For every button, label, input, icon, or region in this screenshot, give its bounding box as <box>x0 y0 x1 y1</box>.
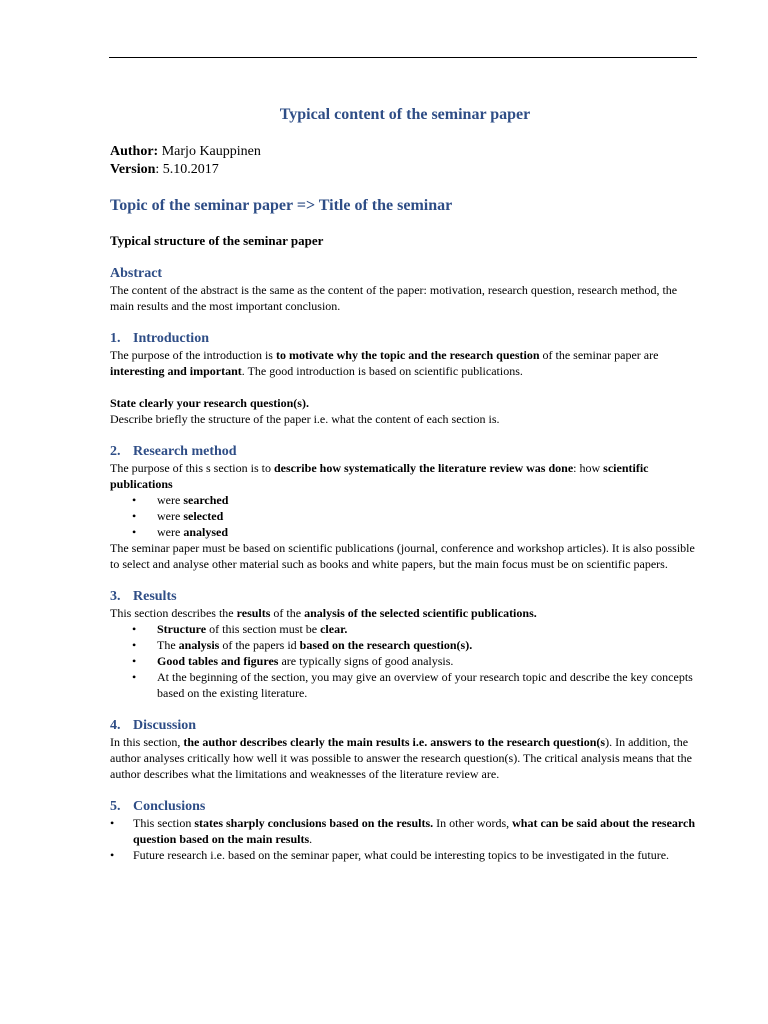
bold-run: selected <box>183 509 224 523</box>
bold-run: Structure <box>157 622 207 636</box>
results-paragraph <box>110 605 700 621</box>
bullet-icon: • <box>110 848 115 862</box>
bold-run: what can be said about the research question based on the main results <box>133 816 696 846</box>
research-method-paragraph <box>110 460 700 492</box>
abstract-text: The content of the abstract is the same as the content of the paper: motivation, research question, research method, the main results and the most important conclusion. <box>110 283 678 313</box>
author-line <box>110 143 700 161</box>
section-number: 5. <box>110 799 121 814</box>
bullet-icon: • <box>132 509 137 523</box>
bold-run: interesting and important <box>110 364 242 378</box>
results-section <box>110 589 700 701</box>
bullet-icon: • <box>132 638 137 652</box>
author-label: Author: <box>110 144 159 159</box>
research-method-note: The seminar paper must be based on scientific publications (journal, conference and workshop articles). It is also possible to select and analyse other material such as books and white papers, but the main focus must be on scientific papers. <box>110 541 695 571</box>
bullet-icon: • <box>132 670 137 684</box>
introduction-paragraph <box>110 347 700 379</box>
section-title: Discussion <box>133 718 197 733</box>
text-run: were <box>157 525 184 539</box>
section-number: 3. <box>110 589 121 604</box>
list-item <box>110 637 700 653</box>
text-run: The purpose of this s section is to <box>110 461 274 475</box>
bold-run: based on the research question(s). <box>299 638 473 652</box>
conclusions-list <box>110 815 700 863</box>
research-method-section <box>110 444 700 572</box>
bold-run: Good tables and figures <box>157 654 279 668</box>
bold-run: clear. <box>320 622 348 636</box>
bullet-icon: • <box>132 654 137 668</box>
version-label: Version <box>110 162 156 177</box>
list-item <box>110 653 700 669</box>
abstract-section <box>110 266 700 314</box>
version-value: : 5.10.2017 <box>155 162 219 177</box>
list-item <box>110 621 700 637</box>
section-title: Conclusions <box>133 799 206 814</box>
list-item <box>110 508 700 524</box>
bullet-icon: • <box>132 493 137 507</box>
section-title: Results <box>133 589 177 604</box>
text-run: The purpose of the introduction is <box>110 348 276 362</box>
bold-run: states sharply conclusions based on the results. <box>194 816 434 830</box>
text-run: ). In addition, the author analyses critically how well it was possible to answer the research question(s). The critical analysis means that the author describes what the limitations and weaknesses of the literature review are. <box>110 735 692 781</box>
section-number: 2. <box>110 444 121 459</box>
list-item <box>110 492 700 508</box>
version-line <box>110 161 700 179</box>
author-value: Marjo Kauppinen <box>158 144 261 159</box>
bold-run: results <box>236 606 271 620</box>
research-method-heading <box>110 444 700 460</box>
document-body <box>110 106 700 863</box>
section-number: 1. <box>110 331 121 346</box>
conclusions-section <box>110 799 700 863</box>
text-run: of this section must be <box>206 622 321 636</box>
text-run: were <box>157 509 184 523</box>
bold-run: describe how systematically the literature review was done <box>273 461 574 475</box>
text-run: This section <box>133 816 195 830</box>
text-run: At the beginning of the section, you may give an overview of your research topic and describe the key concepts based on the existing literature. <box>157 670 693 700</box>
text-run: This section describes the <box>110 606 237 620</box>
bold-run: searched <box>183 493 229 507</box>
text-run: of the seminar paper are <box>539 348 659 362</box>
list-item <box>110 815 700 847</box>
bold-run: analysed <box>183 525 229 539</box>
results-heading <box>110 589 700 605</box>
discussion-paragraph <box>110 734 700 782</box>
section-title: Introduction <box>133 331 209 346</box>
text-run: . The good introduction is based on scientific publications. <box>241 364 523 378</box>
document-title: Typical content of the seminar paper <box>279 106 531 123</box>
bullet-icon: • <box>132 525 137 539</box>
bold-run: analysis <box>178 638 220 652</box>
bold-run: to motivate why the topic and the research question <box>275 348 540 362</box>
abstract-heading: Abstract <box>110 266 163 281</box>
search-steps-list <box>110 492 700 540</box>
text-run: are typically signs of good analysis. <box>278 654 454 668</box>
text-run: were <box>157 493 184 507</box>
section-number: 4. <box>110 718 121 733</box>
introduction-heading <box>110 331 700 347</box>
text-run: : how <box>573 461 604 475</box>
text-run: In other words, <box>433 816 513 830</box>
text-run: The <box>157 638 179 652</box>
header-rule <box>109 57 697 58</box>
discussion-heading <box>110 718 700 734</box>
bold-run: analysis of the selected scientific publications. <box>304 606 537 620</box>
structure-heading: Typical structure of the seminar paper <box>110 233 324 248</box>
list-item <box>110 847 700 863</box>
conclusions-heading <box>110 799 700 815</box>
discussion-section <box>110 718 700 782</box>
bullet-icon: • <box>132 622 137 636</box>
introduction-section <box>110 331 700 427</box>
list-item <box>110 524 700 540</box>
list-item <box>110 669 700 701</box>
research-question-note: State clearly your research question(s). <box>110 396 309 410</box>
text-run: In this section, <box>110 735 184 749</box>
topic-heading: Topic of the seminar paper => Title of the seminar <box>110 197 453 214</box>
bullet-icon: • <box>110 816 115 830</box>
bold-run: scientific publications <box>110 461 649 491</box>
section-title: Research method <box>133 444 237 459</box>
structure-note: Describe briefly the structure of the paper i.e. what the content of each section is. <box>110 412 500 426</box>
text-run: of the <box>270 606 305 620</box>
results-list <box>110 621 700 701</box>
text-run: Future research i.e. based on the seminar paper, what could be interesting topics to be investigated in the future. <box>133 848 670 862</box>
text-run: . <box>309 832 313 846</box>
bold-run: the author describes clearly the main results i.e. answers to the research question(s <box>183 735 606 749</box>
text-run: of the papers id <box>219 638 300 652</box>
